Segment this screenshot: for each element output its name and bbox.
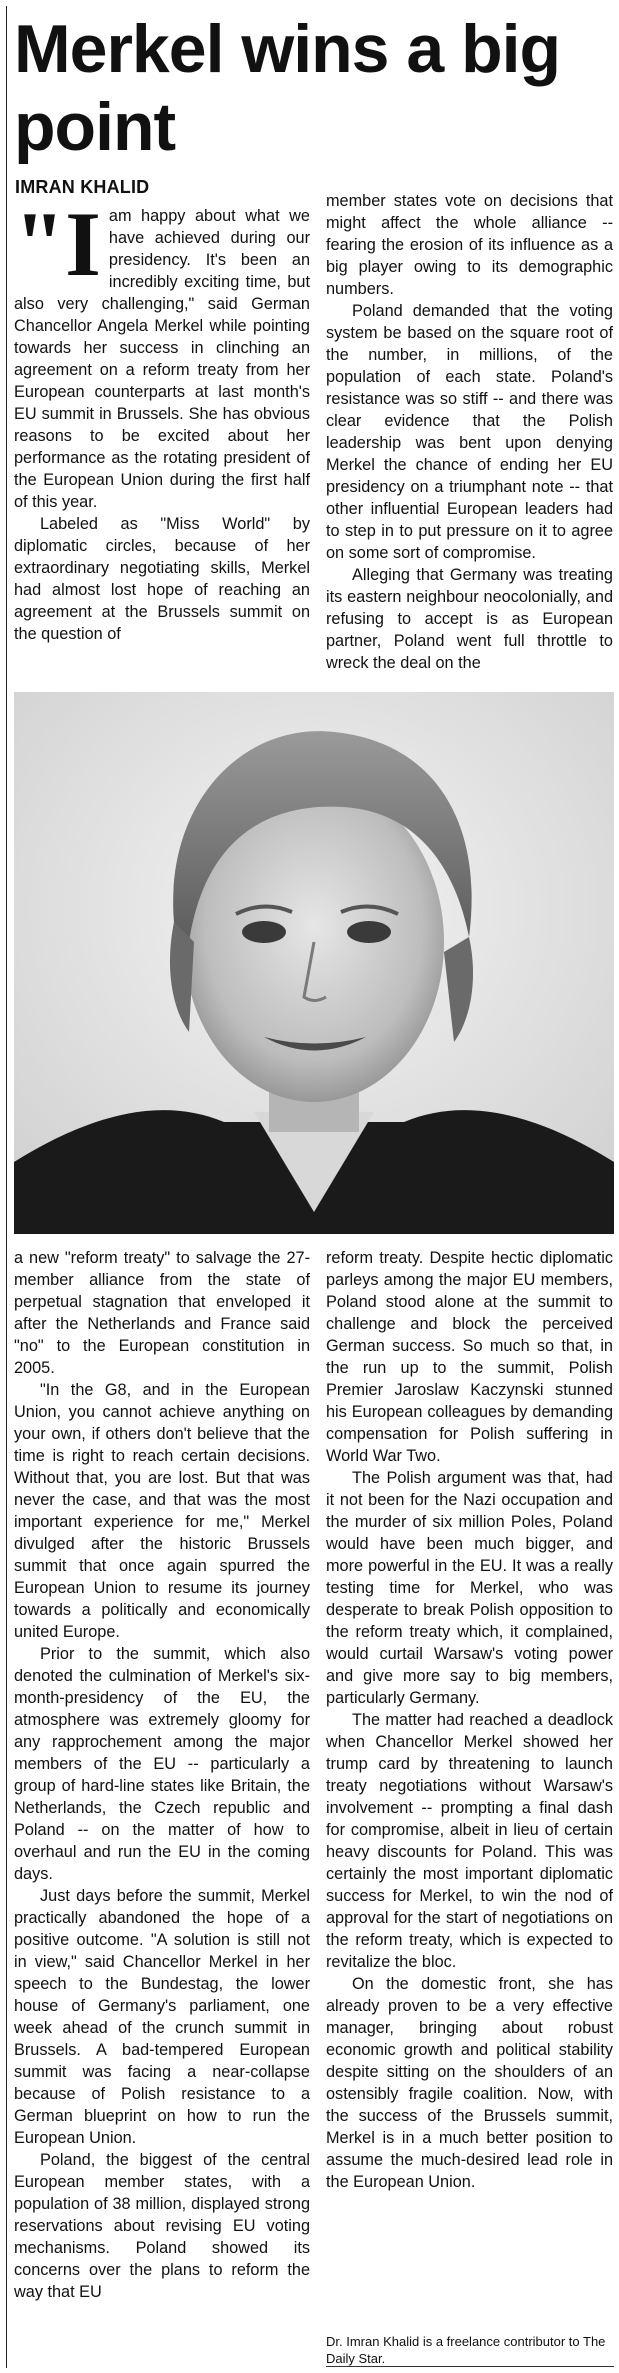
drop-cap-quote: "I <box>14 193 101 295</box>
paragraph: On the domestic front, she has already proven to be a very effective manager, bringing about robust economic growth and political stability despite sitting on the shoulders of an ostensibly fragile coalition. Now, with the success of the Brussels summit, Merkel is in a much better position to assume the much-desired lead role in the European Union. <box>326 1975 613 2191</box>
merkel-portrait-photo <box>14 692 614 1234</box>
column-3 <box>14 1247 310 2367</box>
paragraph-continued: member states vote on decisions that might affect the whole alliance -- fearing the erosion of its influence as a big player owing to its demographic numbers. <box>326 192 613 298</box>
headline: Merkel wins a big point <box>14 11 561 165</box>
paragraph-2: Labeled as "Miss World" by diplomatic circles, because of her extraordinary negotiating skills, Merkel had almost lost hope of reaching an agreement at the Brussels summit on the question of <box>14 515 310 643</box>
paragraph: Poland demanded that the voting system be based on the square root of the number, in millions, of the population of each state. Poland's resistance was so stiff -- and there was clear evidence that the Polish leadership was bent upon denying Merkel the chance of ending her EU presidency on a triumphant note -- that other influential European leaders had to step in to put pressure on it to agree on some sort of compromise. <box>326 302 613 562</box>
column-2 <box>326 190 613 685</box>
paragraph: "In the G8, and in the European Union, you cannot achieve anything on your own, if others don't believe that the time is right to reach certain decisions. Without that, you are lost. But that was never the case, and that was the most important experience for me," Merkel divulged after the historic Brussels summit that once again spurred the European Union to resume its journey towards a politically and economically united Europe. <box>14 1381 310 1641</box>
paragraph: The matter had reached a deadlock when Chancellor Merkel showed her trump card by threatening to launch treaty negotiations without Warsaw's involvement -- prompting a final dash for compromise, albeit in lieu of certain heavy discounts for Poland. This was certainly the most important diplomatic success for Merkel, to win the nod of approval for the start of negotiations on the reform treaty, which is expected to revitalize the bloc. <box>326 1711 613 1971</box>
paragraph: The Polish argument was that, had it not been for the Nazi occupation and the murder of six million Poles, Poland would have been much bigger, and more powerful in the EU. It was a really testing time for Merkel, who was desperate to break Polish opposition to the reform treaty which, it complained, would curtail Warsaw's voting power and give more say to big members, particularly Germany. <box>326 1469 613 1707</box>
column-1 <box>14 193 310 685</box>
column-4 <box>326 1247 613 2332</box>
paragraph-continued: a new "reform treaty" to salvage the 27-member alliance from the state of perpetual stagnation that enveloped it after the Netherlands and France said "no" to the European constitution in 2005. <box>14 1249 310 1377</box>
byline: IMRAN KHALID <box>15 177 150 197</box>
paragraph: Prior to the summit, which also denoted the culmination of Merkel's six-month-presidency of the EU, the atmosphere was extremely gloomy for any rapprochement among the major members of the EU -- particularly a group of hard-line states like Britain, the Netherlands, the Czech republic and Poland -- on the matter of how to overhaul and run the EU in the coming days. <box>14 1645 310 1883</box>
paragraph-1 <box>14 193 310 513</box>
paragraph: Alleging that Germany was treating its eastern neighbour neocolonially, and refusing to accept is as European partner, Poland went full throttle to wreck the deal on the <box>326 566 613 672</box>
paragraph-continued: reform treaty. Despite hectic diplomatic parleys among the major EU members, Poland stood alone at the summit to challenge and block the perceived German success. So much so that, in the run up to the summit, Polish Premier Jaroslaw Kaczynski stunned his European colleagues by demanding compensation for Polish suffering in World War Two. <box>326 1249 613 1465</box>
bottom-rule <box>326 2366 614 2367</box>
paragraph: Poland, the biggest of the central European member states, with a population of 38 million, displayed strong reservations about revising EU voting mechanisms. Poland showed its concerns over the plans to reform the way that EU <box>14 2151 310 2301</box>
portrait-illustration <box>14 692 614 1234</box>
column-rule-left <box>6 6 7 2368</box>
paragraph-1-text: am happy about what we have achieved during our presidency. It's been an incredibly exciting time, but also very challenging," said German Chancellor Angela Merkel while pointing towards her success in clinching an agreement on a reform treaty from her European counterparts at last month's EU summit in Brussels. She has obvious reasons to be excited about her performance as the rotating president of the European Union during the first half of this year. <box>14 207 310 511</box>
author-credit: Dr. Imran Khalid is a freelance contributor to The Daily Star. <box>326 2334 606 2366</box>
paragraph: Just days before the summit, Merkel practically abandoned the hope of a positive outcome. "A solution is still not in view," said Chancellor Merkel in her speech to the Bundestag, the lower house of Germany's parliament, one week ahead of the crunch summit in Brussels. A bad-tempered European summit was facing a near-collapse because of Polish resistance to a German blueprint on how to run the European Union. <box>14 1887 310 2147</box>
